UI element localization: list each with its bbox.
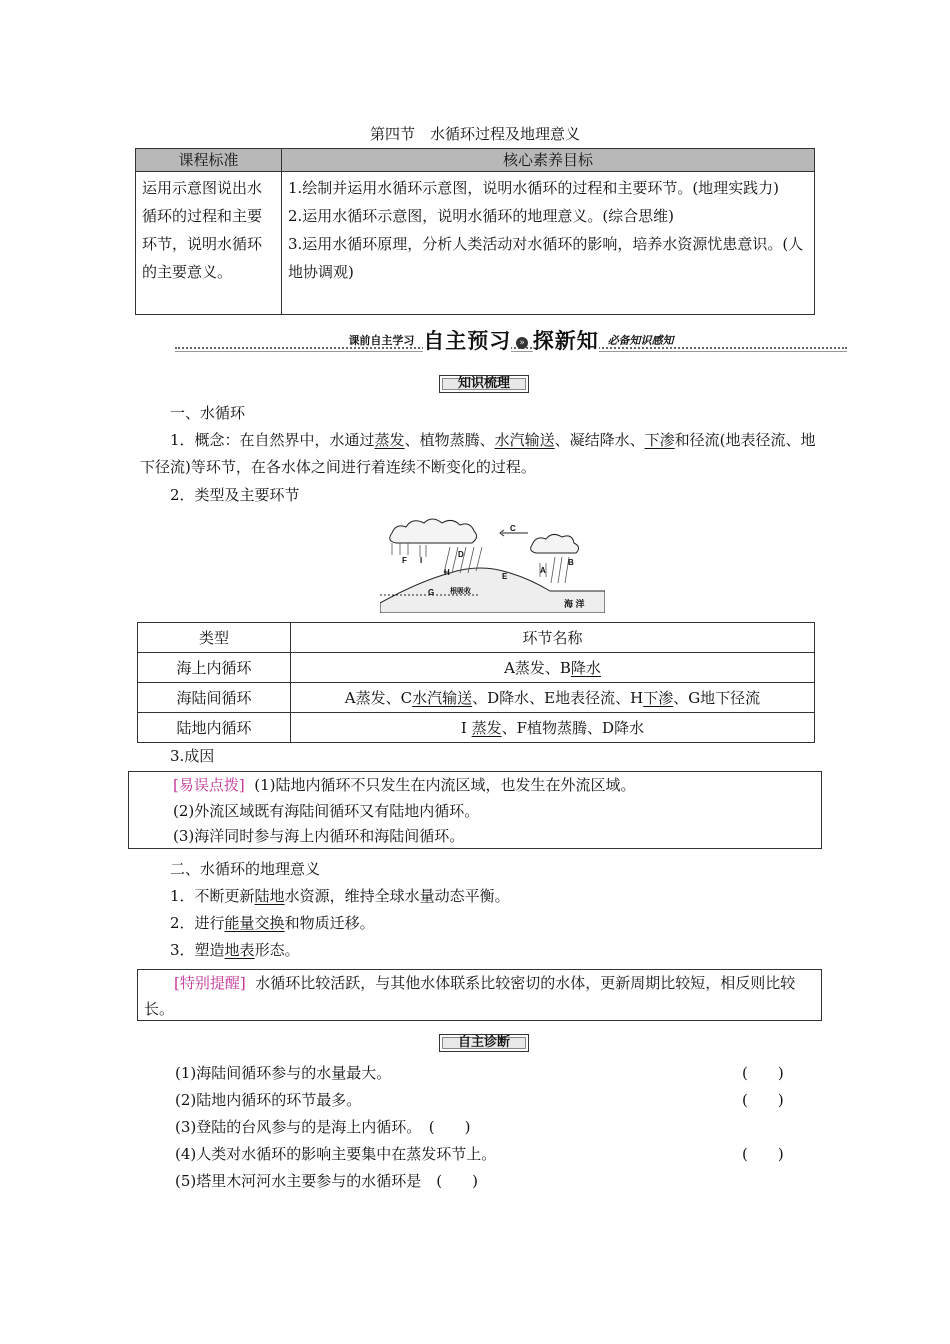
quiz-item-4: (4)人类对水循环的影响主要集中在蒸发环节上。 [175,1145,497,1163]
standard-cell: 运用示意图说出水循环的过程和主要环节，说明水循环的主要意义。 [136,172,282,315]
label-h: H [444,568,450,577]
standards-table [135,148,815,315]
label-a: A [540,566,546,575]
label-d: D [458,550,464,559]
label-sea: 海 洋 [564,599,585,609]
section-banner [175,325,847,353]
quiz-answer-4[interactable]: ( ) [742,1145,784,1163]
goal-2: 2.运用水循环示意图，说明水循环的地理意义。(综合思维) [288,207,675,225]
tip-box-reminder [137,969,822,1021]
standards-header: 课程标准 [136,149,282,172]
banner-arrow-icon: » [516,337,528,349]
tip2-label: [特别提醒] [174,974,246,992]
goal-3: 3.运用水循环原理，分析人类活动对水循环的影响，培养水资源忧患意识。(人地协调观) [288,235,804,281]
goals-cell [282,172,815,315]
concept-key-evaporation: 蒸发 [374,431,405,449]
cycle-types-table [137,622,815,743]
type-sea-land: 海陆间循环 [138,683,291,713]
label-c: C [510,524,516,533]
types-header-type: 类型 [138,623,291,653]
significance-3: 3．塑造地表形态。 [170,941,300,959]
tip1-line-2: (2)外流区域既有海陆间循环又有陆地内循环。 [173,802,480,820]
tip1-line-3: (3)海洋同时参与海上内循环和海陆间循环。 [173,827,465,845]
types-header-steps: 环节名称 [291,623,815,653]
quiz-answer-2[interactable]: ( ) [742,1091,784,1109]
significance-2: 2．进行能量交换和物质迁移。 [170,914,375,932]
label-e: E [502,572,508,581]
label-i: I [420,556,423,565]
label-absorb: 根吸收 [450,588,471,595]
banner-main2: 探新知 [532,328,599,353]
steps-ocean: A蒸发、B降水 [291,653,815,683]
quiz-item-2: (2)陆地内循环的环节最多。 [175,1091,362,1109]
diagnosis-badge: 自主诊断 [439,1034,529,1052]
sec1-heading: 一、水循环 [170,404,246,422]
quiz-item-1: (1)海陆间循环参与的水量最大。 [175,1064,392,1082]
knowledge-badge: 知识梳理 [439,375,529,393]
tip-box-misconception [128,771,822,849]
section-title: 第四节 水循环过程及地理意义 [369,125,580,143]
concept-key-vapor-transport: 水汽输送 [494,431,555,449]
banner-main1: 自主预习 [423,328,512,353]
goals-header: 核心素养目标 [282,149,815,172]
banner-left: 课前自主学习 [344,334,418,347]
water-cycle-diagram [380,515,605,613]
steps-sea-land: A蒸发、C水汽输送、D降水、E地表径流、H下渗、G地下径流 [291,683,815,713]
type-ocean: 海上内循环 [138,653,291,683]
label-b: B [568,558,574,567]
significance-1: 1．不断更新陆地水资源，维持全球水量动态平衡。 [170,887,510,905]
sec2-heading: 二、水循环的地理意义 [170,860,321,878]
tip2-text: 水循环比较活跃，与其他水体联系比较密切的水体，更新周期比较短，相反则比较长。 [144,974,796,1018]
quiz-item-5: (5)塔里木河河水主要参与的水循环是 ( ) [175,1172,478,1190]
tip1-line-1: (1)陆地内循环不只发生在内流区域，也发生在外流区域。 [254,776,636,794]
steps-land: I 蒸发、F植物蒸腾、D降水 [291,713,815,743]
tip1-label: [易误点拨] [173,776,245,794]
quiz-answer-1[interactable]: ( ) [742,1064,784,1082]
banner-right: 必备知识感知 [604,334,678,347]
cause-heading: 3.成因 [170,747,215,765]
concept-key-infiltration: 下渗 [644,431,675,449]
concept-paragraph: 1．概念：在自然界中，水通过蒸发、植物蒸腾、水汽输送、凝结降水、下渗和径流(地表径流、地下径流)等环节，在各水体之间进行着连续不断变化的过程。 [140,431,816,476]
type-land: 陆地内循环 [138,713,291,743]
goal-1: 1.绘制并运用水循环示意图，说明水循环的过程和主要环节。(地理实践力) [288,179,780,197]
label-g: G [428,588,435,597]
quiz-item-3: (3)登陆的台风参与的是海上内循环。 ( ) [175,1118,471,1136]
types-heading: 2．类型及主要环节 [170,486,300,504]
label-f: F [402,556,407,565]
